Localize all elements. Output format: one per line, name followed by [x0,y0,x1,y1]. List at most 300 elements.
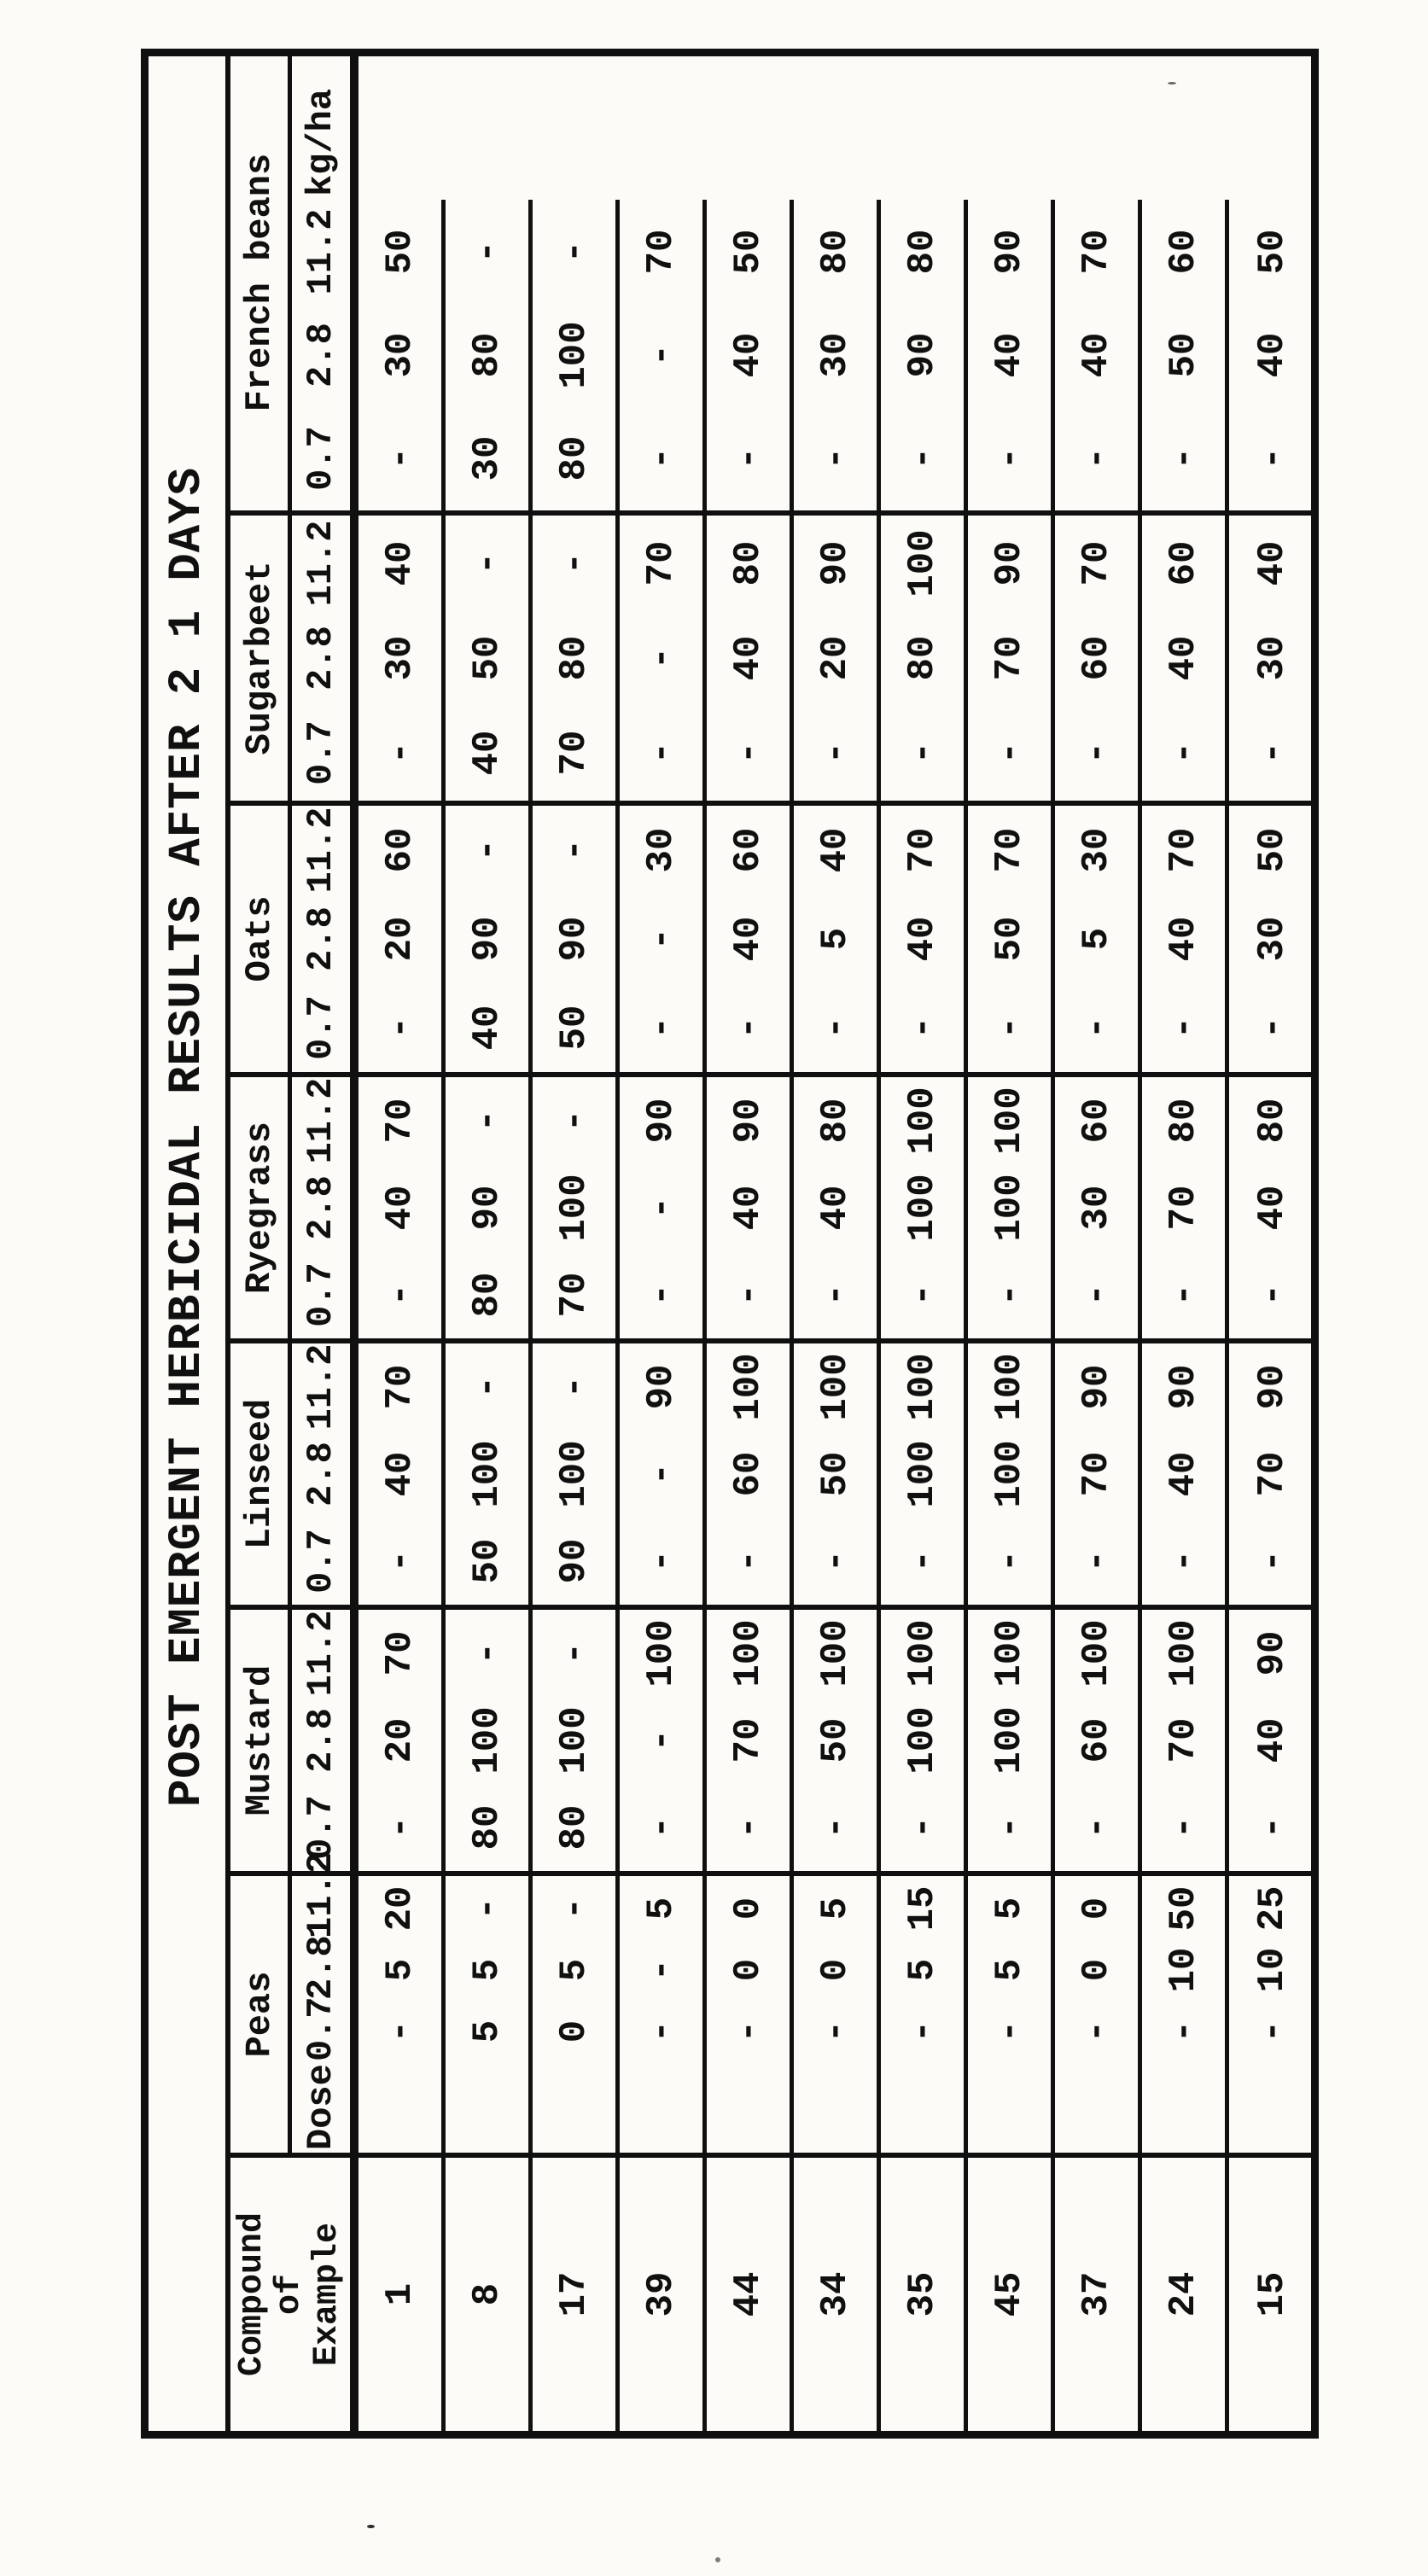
dose-value: - [465,1897,509,1920]
dose-value: 100 [813,1353,857,1421]
dose-value: - [639,1958,683,1982]
dose-value: 60 [1075,1717,1118,1763]
value-cell [1055,1343,1142,1610]
dose-value: - [1075,1815,1118,1839]
dose-value: - [465,1375,509,1399]
dose-level: 11.2 [300,807,341,894]
dose-value: 40 [726,635,770,681]
dose-value: 70 [901,827,944,873]
dose-value: 60 [1162,540,1205,586]
dose-value: 5 [639,1897,683,1920]
value-cell [794,200,881,516]
value-cell [533,1610,620,1876]
dose-value: - [465,1641,509,1665]
compound-cell: 44 [707,2158,794,2431]
dose-level: 11.2 [300,208,341,295]
dose-value: - [465,551,509,575]
dose-value: 0 [726,1958,770,1982]
dose-value: 80 [901,229,944,275]
dose-value: 40 [726,1185,770,1231]
dose-value: 20 [378,916,422,962]
value-cell [707,806,794,1077]
dose-value: 60 [1162,229,1205,275]
crop-header-mustard: Mustard [230,1610,292,1876]
dose-level: 2.8 [300,906,341,971]
dose-value: 40 [1251,540,1294,586]
value-cell [1142,1343,1229,1610]
dose-header [292,516,358,806]
dose-level: 2.8 [300,1708,341,1773]
dose-value: - [1075,741,1118,765]
dose-value: 20 [378,1717,422,1763]
dose-value: 70 [639,229,683,275]
spacer-cell [1229,55,1316,200]
dose-value: 0 [1075,1897,1118,1920]
dose-value: 90 [1075,1364,1118,1410]
value-cell [446,516,533,806]
dose-value: 100 [901,1353,944,1421]
value-cell [707,1876,794,2158]
dose-value: 15 [901,1885,944,1932]
dose-value: - [813,1016,857,1040]
dose-value: - [901,2019,944,2043]
dose-value: - [988,741,1031,765]
dose-value: 40 [726,332,770,378]
spacer-cell [1055,55,1142,200]
dose-header [292,1343,358,1610]
dose-value: - [1162,2019,1205,2043]
results-table [230,56,1316,2431]
dose-value: 60 [378,827,422,873]
dose-value: 90 [1251,1630,1294,1676]
dose-value: 0 [726,1897,770,1920]
dose-value: - [1075,446,1118,470]
dose-value: 100 [726,1619,770,1687]
dose-value: 80 [465,1272,509,1318]
dose-value: 100 [552,1706,596,1775]
dose-value: 90 [988,540,1031,586]
value-cell [358,1343,446,1610]
dose-value: 100 [1075,1619,1118,1687]
dose-value: - [901,741,944,765]
compound-cell: 24 [1142,2158,1229,2431]
dose-value: 0 [813,1958,857,1982]
value-cell [533,806,620,1077]
value-cell [533,516,620,806]
value-cell [1229,200,1316,516]
dose-value: - [378,1815,422,1839]
value-cell [1229,516,1316,806]
dose-value: - [901,1283,944,1307]
crop-header-oats: Oats [230,806,292,1077]
spacer-cell [968,55,1055,200]
dose-value: 100 [988,1087,1031,1155]
dose-value: 70 [726,1717,770,1763]
dose-value: - [378,446,422,470]
value-cell [446,1876,533,2158]
dose-value: - [988,1283,1031,1307]
dose-value: 70 [1162,1185,1205,1231]
dose-value: 70 [378,1364,422,1410]
spacer-cell [533,55,620,200]
value-cell [533,1876,620,2158]
dose-value: 40 [1251,332,1294,378]
dose-value: 40 [378,1451,422,1497]
dose-value: - [465,1109,509,1133]
dose-value: - [1251,1283,1294,1307]
dose-value: 70 [1162,827,1205,873]
dose-value: - [726,1815,770,1839]
value-cell [620,806,707,1077]
value-cell [620,516,707,806]
value-cell [968,1876,1055,2158]
dose-value: 80 [726,540,770,586]
dose-value: 100 [465,1706,509,1775]
dose-value: - [1251,1549,1294,1573]
dose-value: - [552,1109,596,1133]
value-cell [358,806,446,1077]
spacer-cell [358,55,446,200]
dose-value: 80 [552,1804,596,1850]
dose-value: - [813,741,857,765]
spacer-cell [707,55,794,200]
dose-value: 50 [1251,229,1294,275]
value-cell [794,516,881,806]
dose-header [292,1852,358,2158]
value-cell [794,1343,881,1610]
value-cell [1142,1077,1229,1343]
value-cell [968,1343,1055,1610]
value-cell [358,200,446,516]
dose-value: 70 [988,827,1031,873]
dose-value: - [726,1016,770,1040]
dose-value: - [639,1462,683,1486]
value-cell [1142,1610,1229,1876]
dose-value: - [1075,1283,1118,1307]
value-cell [358,516,446,806]
dose-value: 50 [465,1538,509,1584]
dose-value: - [726,1283,770,1307]
dose-value: 40 [901,916,944,962]
dose-value: 40 [988,332,1031,378]
value-cell [446,1077,533,1343]
dose-value: - [552,838,596,862]
dose-value: 40 [1251,1185,1294,1231]
value-cell [533,1343,620,1610]
value-cell [968,516,1055,806]
value-cell [707,516,794,806]
dose-value: 90 [988,229,1031,275]
dose-level: 11.2 [300,520,341,607]
corner-header-line: Compound [233,2212,271,2377]
dose-value: 30 [1251,916,1294,962]
value-cell [358,1876,446,2158]
dose-value: 90 [465,1185,509,1231]
dose-value: 30 [1251,635,1294,681]
dose-value: 100 [901,1174,944,1242]
scan-speck [715,2557,720,2562]
dose-value: - [1162,1549,1205,1573]
dose-value: - [1075,2019,1118,2043]
dose-value: 100 [901,529,944,597]
dose-level: 0.7 [300,1996,341,2061]
dose-value: - [988,1815,1031,1839]
dose-value: 5 [813,927,857,951]
value-cell [446,200,533,516]
dose-value: 25 [1251,1885,1294,1932]
compound-cell: 1 [358,2158,446,2431]
dose-value: 30 [378,635,422,681]
dose-value: 40 [378,540,422,586]
dose-value: - [639,1549,683,1573]
dose-header [292,200,358,516]
dose-value: 90 [639,1364,683,1410]
compound-cell: 34 [794,2158,881,2431]
dose-value: - [1162,446,1205,470]
dose-value: - [988,446,1031,470]
dose-level: 0.7 [300,995,341,1060]
dose-value: 5 [901,1958,944,1982]
dose-value: - [813,1549,857,1573]
dose-value: - [726,1549,770,1573]
value-cell [1142,516,1229,806]
dose-value: 40 [465,730,509,776]
dose-value: - [552,1641,596,1665]
dose-value: 100 [813,1619,857,1687]
value-cell [1055,1876,1142,2158]
dose-value: 80 [1251,1098,1294,1144]
dose-value: 70 [552,730,596,776]
dose-value: 100 [988,1440,1031,1508]
dose-value: - [378,2019,422,2043]
dose-value: 40 [465,1005,509,1051]
dose-value: 100 [901,1706,944,1775]
dose-value: 50 [813,1451,857,1497]
dose-value: - [1075,1549,1118,1573]
dose-value: 70 [639,540,683,586]
dose-value: 90 [552,1538,596,1584]
crop-header-ryegrass: Ryegrass [230,1077,292,1343]
spacer-cell [620,55,707,200]
value-cell [620,1343,707,1610]
value-cell [881,806,968,1077]
dose-value: 50 [1162,1885,1205,1932]
value-cell [881,200,968,516]
dose-value: - [1251,1815,1294,1839]
value-cell [707,200,794,516]
dose-level: 11.2 [300,1343,341,1431]
dose-value: 50 [726,229,770,275]
dose-value: 50 [813,1717,857,1763]
dose-level: 2.8 [300,1935,341,2000]
dose-value: 30 [1075,827,1118,873]
dose-value: 10 [1251,1947,1294,1993]
compound-cell: 35 [881,2158,968,2431]
crop-header-french-beans: French beans [230,55,292,516]
value-cell [1055,1077,1142,1343]
dose-value: - [813,1815,857,1839]
dose-level: 0.7 [300,720,341,785]
dose-value: - [639,927,683,951]
value-cell [1055,806,1142,1077]
dose-value: - [639,1196,683,1220]
dose-value: 5 [378,1958,422,1982]
dose-value: 100 [552,1174,596,1242]
dose-value: - [378,1549,422,1573]
value-cell [1229,1077,1316,1343]
value-cell [707,1610,794,1876]
dose-value: 90 [1251,1364,1294,1410]
spacer-cell [794,55,881,200]
value-cell [533,200,620,516]
dose-value: 70 [552,1272,596,1318]
dose-value: 70 [378,1630,422,1676]
dose-value: - [726,2019,770,2043]
dose-value: - [639,1815,683,1839]
dose-value: 90 [639,1098,683,1144]
dose-value: - [901,446,944,470]
dose-value: 20 [378,1885,422,1932]
compound-cell: 15 [1251,2271,1294,2317]
dose-value: - [813,2019,857,2043]
value-cell [446,1610,533,1876]
dose-value: 80 [465,1804,509,1850]
dose-value: 90 [465,916,509,962]
dose-value: - [552,1375,596,1399]
dose-value: 5 [988,1958,1031,1982]
dose-value: - [1251,2019,1294,2043]
dose-value: - [988,1016,1031,1040]
dose-value: 100 [901,1087,944,1155]
dose-value: - [901,1549,944,1573]
dose-value: 80 [552,435,596,481]
dose-value: 0 [1075,1958,1118,1982]
dose-value: 90 [726,1098,770,1144]
dose-value: - [1251,1016,1294,1040]
corner-header [230,2158,358,2431]
value-cell [620,1876,707,2158]
dose-value: 40 [1075,332,1118,378]
scan-speck [367,2525,375,2528]
dose-value: 80 [1162,1098,1205,1144]
value-cell [1229,806,1316,1077]
value-cell [794,1610,881,1876]
dose-value: 80 [465,332,509,378]
dose-value: 40 [726,916,770,962]
dose-value: 90 [1162,1364,1205,1410]
dose-value: 50 [378,229,422,275]
dose-level: 11.2 [300,1610,341,1697]
dose-level: 2.8 [300,323,341,388]
compound-cell: 39 [620,2158,707,2431]
dose-value: 70 [378,1098,422,1144]
dose-value: 60 [1075,635,1118,681]
value-cell [1055,1610,1142,1876]
dose-value: 5 [552,1958,596,1982]
dose-value: 90 [901,332,944,378]
value-cell [794,806,881,1077]
dose-value: 80 [552,635,596,681]
value-cell [881,1343,968,1610]
dose-value: 30 [639,827,683,873]
spacer-cell [881,55,968,200]
dose-value: 40 [813,827,857,873]
dose-value: 0 [552,2019,596,2043]
dose-value: 100 [988,1619,1031,1687]
dose-level: 0.7 [300,1795,341,1860]
dose-level: 2.8 [300,626,341,691]
dose-value: 80 [901,635,944,681]
dose-value: 70 [1075,1451,1118,1497]
crop-header-peas: Peas [230,1876,292,2158]
dose-value: - [639,2019,683,2043]
dose-value: - [726,741,770,765]
value-cell [794,1077,881,1343]
dose-header [292,806,358,1077]
dose-value: 70 [1075,540,1118,586]
dose-label: Dose [300,2064,341,2150]
compound-cell: 45 [968,2158,1055,2431]
value-cell [968,200,1055,516]
dose-value: 30 [1075,1185,1118,1231]
dose-value: - [1251,741,1294,765]
dose-value: - [813,1283,857,1307]
dose-value: - [1162,1283,1205,1307]
dose-value: - [726,446,770,470]
value-cell [1229,1876,1316,2158]
dose-value: 5 [988,1897,1031,1920]
dose-value: 100 [552,321,596,389]
compound-cell: 8 [446,2158,533,2431]
dose-value: 5 [465,2019,509,2043]
dose-value: - [465,240,509,264]
dose-value: 30 [465,435,509,481]
corner-header-line: Example [308,2222,347,2367]
dose-value: 90 [552,916,596,962]
dose-level: 0.7 [300,1529,341,1594]
dose-value: 100 [988,1353,1031,1421]
value-cell [881,516,968,806]
dose-value: - [552,551,596,575]
dose-value: - [901,1815,944,1839]
dose-value: 90 [813,540,857,586]
compound-cell: 17 [533,2158,620,2431]
dose-value: 100 [988,1706,1031,1775]
value-cell [620,200,707,516]
value-cell [881,1077,968,1343]
dose-value: - [639,1283,683,1307]
dose-header [292,1610,358,1876]
dose-value: 100 [465,1440,509,1508]
dose-value: - [378,1016,422,1040]
dose-value: - [901,1016,944,1040]
compound-cell: 37 [1055,2158,1142,2431]
spacer-cell [1142,55,1229,200]
dose-value: 50 [988,916,1031,962]
dose-value: 40 [1162,1451,1205,1497]
value-cell [1055,200,1142,516]
dose-value: 40 [813,1185,857,1231]
dose-value: 40 [378,1185,422,1231]
value-cell [968,806,1055,1077]
dose-value: 30 [378,332,422,378]
dose-value: 50 [1162,332,1205,378]
rotated-table-sheet [141,49,1319,2439]
dose-value: - [378,1283,422,1307]
value-cell [794,1876,881,2158]
value-cell [358,1610,446,1876]
value-cell [446,1343,533,1610]
